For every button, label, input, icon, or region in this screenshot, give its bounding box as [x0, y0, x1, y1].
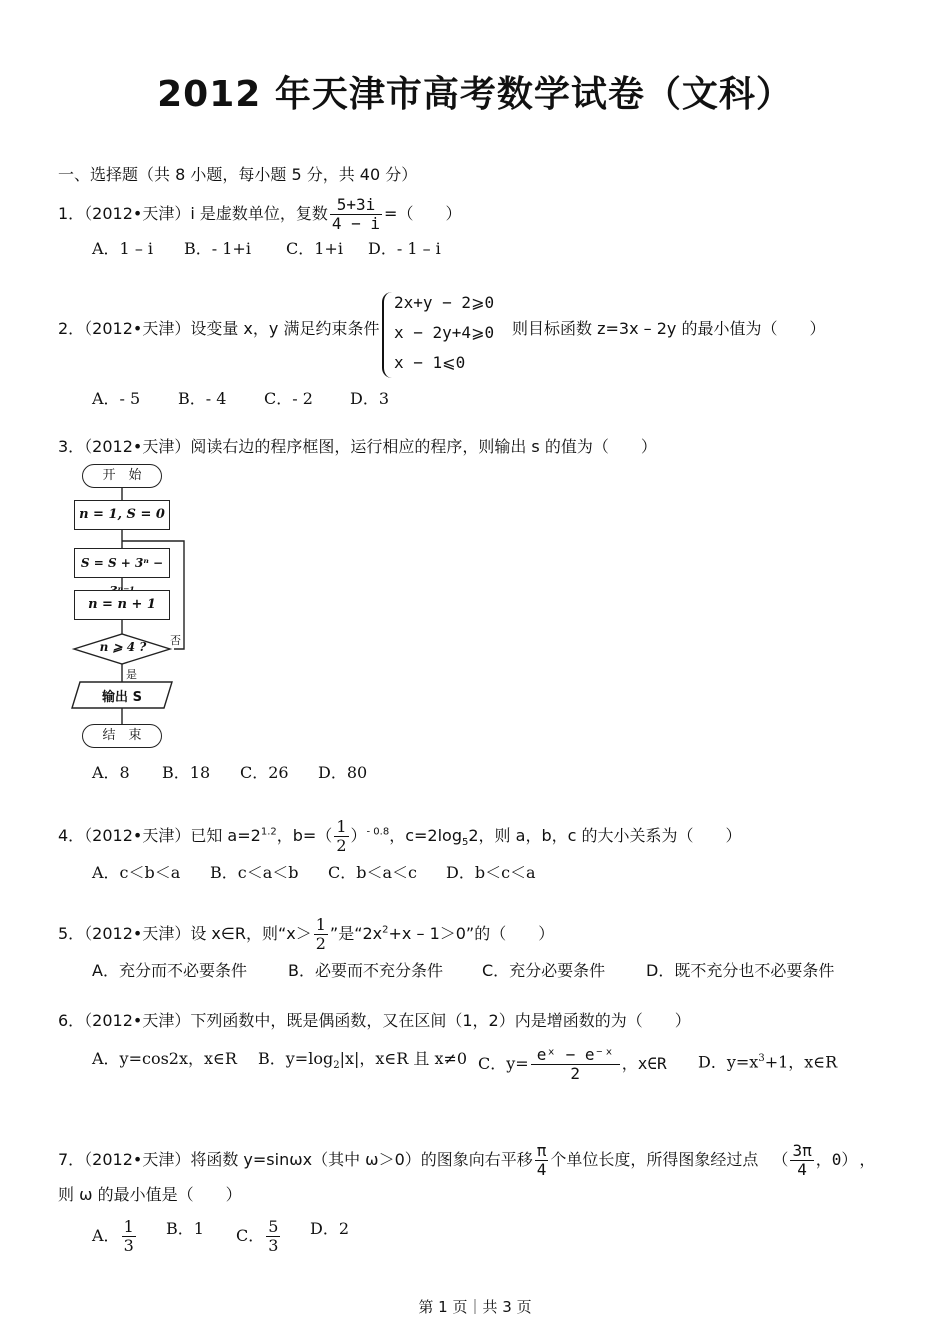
q6-d-suffix: +1，x∈R — [764, 1052, 838, 1072]
question-3-stem: 3．（2012•天津）阅读右边的程序框图，运行相应的程序，则输出 s 的值为（ ） — [58, 437, 657, 456]
page-footer: 第 1 页｜共 3 页 — [418, 1298, 532, 1316]
q7-c-fraction — [266, 1218, 280, 1255]
q6-d-exponent: 3 — [758, 1053, 765, 1064]
q2-option-c: C．- 2 — [264, 389, 313, 408]
fraction-denominator: 2 — [570, 1064, 581, 1083]
q1-option-d: D．- 1 – i — [368, 239, 441, 258]
q3-option-b: B．18 — [162, 763, 211, 782]
question-5 — [58, 916, 554, 953]
q4-option-d: D．b＜c＜a — [446, 863, 536, 882]
flow-loop-body: S = S + 3ⁿ − — [74, 548, 170, 578]
q4-option-b: B．c＜a＜b — [210, 863, 299, 882]
q7-option-a — [92, 1218, 138, 1255]
q2-option-a: A．- 5 — [92, 389, 141, 408]
q5-stem-a: 5．（2012•天津）设 x∈R，则“x＞ — [58, 924, 312, 943]
fraction-numerator: 5+3i — [330, 196, 382, 215]
question-1-stem: 1．（2012•天津）i 是虚数单位，复数 — [58, 204, 328, 223]
q4-option-a: A．c＜b＜a — [92, 863, 181, 882]
q4-stem-d: ，c=2log — [389, 826, 462, 845]
fraction-denominator: 4 — [797, 1160, 807, 1179]
q4-option-c: C．b＜a＜c — [328, 863, 417, 882]
fraction-denominator: 4 − i — [331, 214, 381, 233]
q5-fraction — [314, 916, 328, 953]
fraction-numerator: 5 — [268, 1217, 279, 1236]
q5-option-a: A．充分而不必要条件 — [92, 961, 247, 980]
flow-increment: n = n + 1 — [74, 590, 170, 620]
q6-b-suffix: |x|，x∈R 且 x≠0 — [339, 1049, 468, 1068]
q1-option-c: C．1+i — [286, 239, 343, 258]
q4-exponent-b: - 0.8 — [366, 826, 390, 838]
q6-option-c — [478, 1046, 667, 1083]
flow-end: 结 束 — [82, 724, 162, 748]
q5-option-c: C．充分必要条件 — [482, 961, 606, 980]
question-2-stem: 2．（2012•天津）设变量 x，y 满足约束条件 — [58, 319, 380, 338]
fraction-numerator: π — [536, 1141, 547, 1160]
q3-option-c: C．26 — [240, 763, 289, 782]
q3-option-a: A．8 — [92, 763, 130, 782]
q5-option-b: B．必要而不充分条件 — [288, 961, 443, 980]
q7-point-fraction — [790, 1142, 813, 1179]
flow-condition: n ⩾ 4 ? — [99, 640, 147, 654]
q6-option-a: A．y=cos2x，x∈R — [92, 1049, 237, 1068]
q4-stem-c: ） — [350, 826, 367, 845]
constraint-brace — [382, 292, 394, 378]
q2-option-d: D．3 — [350, 389, 390, 408]
section-heading: 一、选择题（共 8 小题，每小题 5 分，共 40 分） — [58, 165, 418, 184]
fraction-numerator: 1 — [336, 817, 347, 836]
q4-stem-e: 2，则 a，b，c 的大小关系为（ ） — [468, 826, 742, 845]
q7-option-b: B．1 — [166, 1219, 204, 1238]
q6-b-prefix: B．y=log — [258, 1049, 334, 1068]
q7-option-c — [236, 1218, 282, 1255]
q5-stem-c: +x – 1＞0”的（ ） — [388, 924, 555, 943]
flow-start: 开 始 — [82, 464, 162, 488]
question-4 — [58, 818, 742, 855]
q5-option-d: D．既不充分也不必要条件 — [646, 961, 835, 980]
q7-option-d: D．2 — [310, 1219, 350, 1238]
constraint-1: 2x+y − 2⩾0 — [394, 293, 495, 312]
fraction-numerator: 1 — [123, 1217, 134, 1236]
page-title: 2012 年天津市高考数学试卷（文科） — [157, 74, 793, 115]
flow-yes-label: 是 — [126, 668, 137, 681]
question-1-tail: =（ ） — [384, 204, 462, 223]
q7-stem-a: 7．（2012•天津）将函数 y=sinωx（其中 ω＞0）的图象向右平移 — [58, 1150, 533, 1169]
q6-option-b — [258, 1048, 467, 1077]
q6-c-fraction — [531, 1046, 620, 1083]
fraction-denominator: 3 — [268, 1236, 279, 1255]
question-1-fraction — [330, 196, 382, 233]
question-2-tail: 则目标函数 z=3x – 2y 的最小值为（ ） — [512, 319, 826, 338]
q5-exponent: 2 — [382, 924, 389, 936]
q4-log-base: 5 — [462, 837, 469, 849]
fraction-numerator: eˣ − e⁻ˣ — [531, 1046, 620, 1065]
fraction-numerator: 1 — [315, 915, 326, 934]
q4-fraction — [334, 818, 348, 855]
q4-exponent-a: 1.2 — [260, 826, 277, 838]
fraction-denominator: 3 — [123, 1236, 134, 1255]
question-7 — [58, 1142, 875, 1179]
flow-init: n = 1, S = 0 — [74, 500, 170, 530]
fraction-denominator: 4 — [536, 1160, 547, 1179]
question-7-line2: 则 ω 的最小值是（ ） — [58, 1185, 242, 1204]
q4-stem-b: ，b=（ — [276, 826, 333, 845]
q7-shift-fraction — [535, 1142, 549, 1179]
question-1 — [58, 196, 461, 233]
q7-stem-b: 个单位长度，所得图象经过点 — [550, 1150, 759, 1169]
constraint-2: x − 2y+4⩾0 — [394, 323, 495, 342]
q6-b-log-base: 2 — [333, 1060, 340, 1072]
question-6-stem: 6．（2012•天津）下列函数中，既是偶函数，又在区间（1，2）内是增函数的为（ ） — [58, 1011, 691, 1030]
q6-option-d — [698, 1048, 837, 1073]
constraint-3: x − 1⩽0 — [394, 353, 466, 372]
q6-d-prefix: D．y=x — [698, 1052, 759, 1072]
q4-stem-a: 4．（2012•天津）已知 a=2 — [58, 826, 261, 845]
q7-c-label: C． — [236, 1226, 265, 1245]
flowchart — [60, 460, 200, 755]
q7-a-fraction — [122, 1218, 136, 1255]
q1-option-a: A．1 – i — [92, 239, 154, 258]
q6-c-suffix: ，x∈R — [621, 1054, 667, 1073]
q1-option-b: B．- 1+i — [184, 239, 251, 258]
fraction-denominator: 2 — [315, 934, 326, 953]
fraction-numerator: 3π — [792, 1141, 812, 1160]
q7-stem-c: ， — [859, 1150, 876, 1169]
q3-option-d: D．80 — [318, 763, 368, 782]
q6-c-prefix: C．y= — [478, 1054, 529, 1073]
q7-point-open: （ — [772, 1150, 789, 1169]
q5-stem-b: ”是“2x — [329, 924, 383, 943]
q7-a-label: A． — [92, 1226, 120, 1245]
fraction-denominator: 2 — [336, 836, 347, 855]
q2-option-b: B．- 4 — [178, 389, 227, 408]
flow-output: 输出 S — [102, 690, 142, 705]
q7-point-close: ，0） — [815, 1150, 850, 1169]
flow-no-label: 否 — [170, 634, 181, 647]
